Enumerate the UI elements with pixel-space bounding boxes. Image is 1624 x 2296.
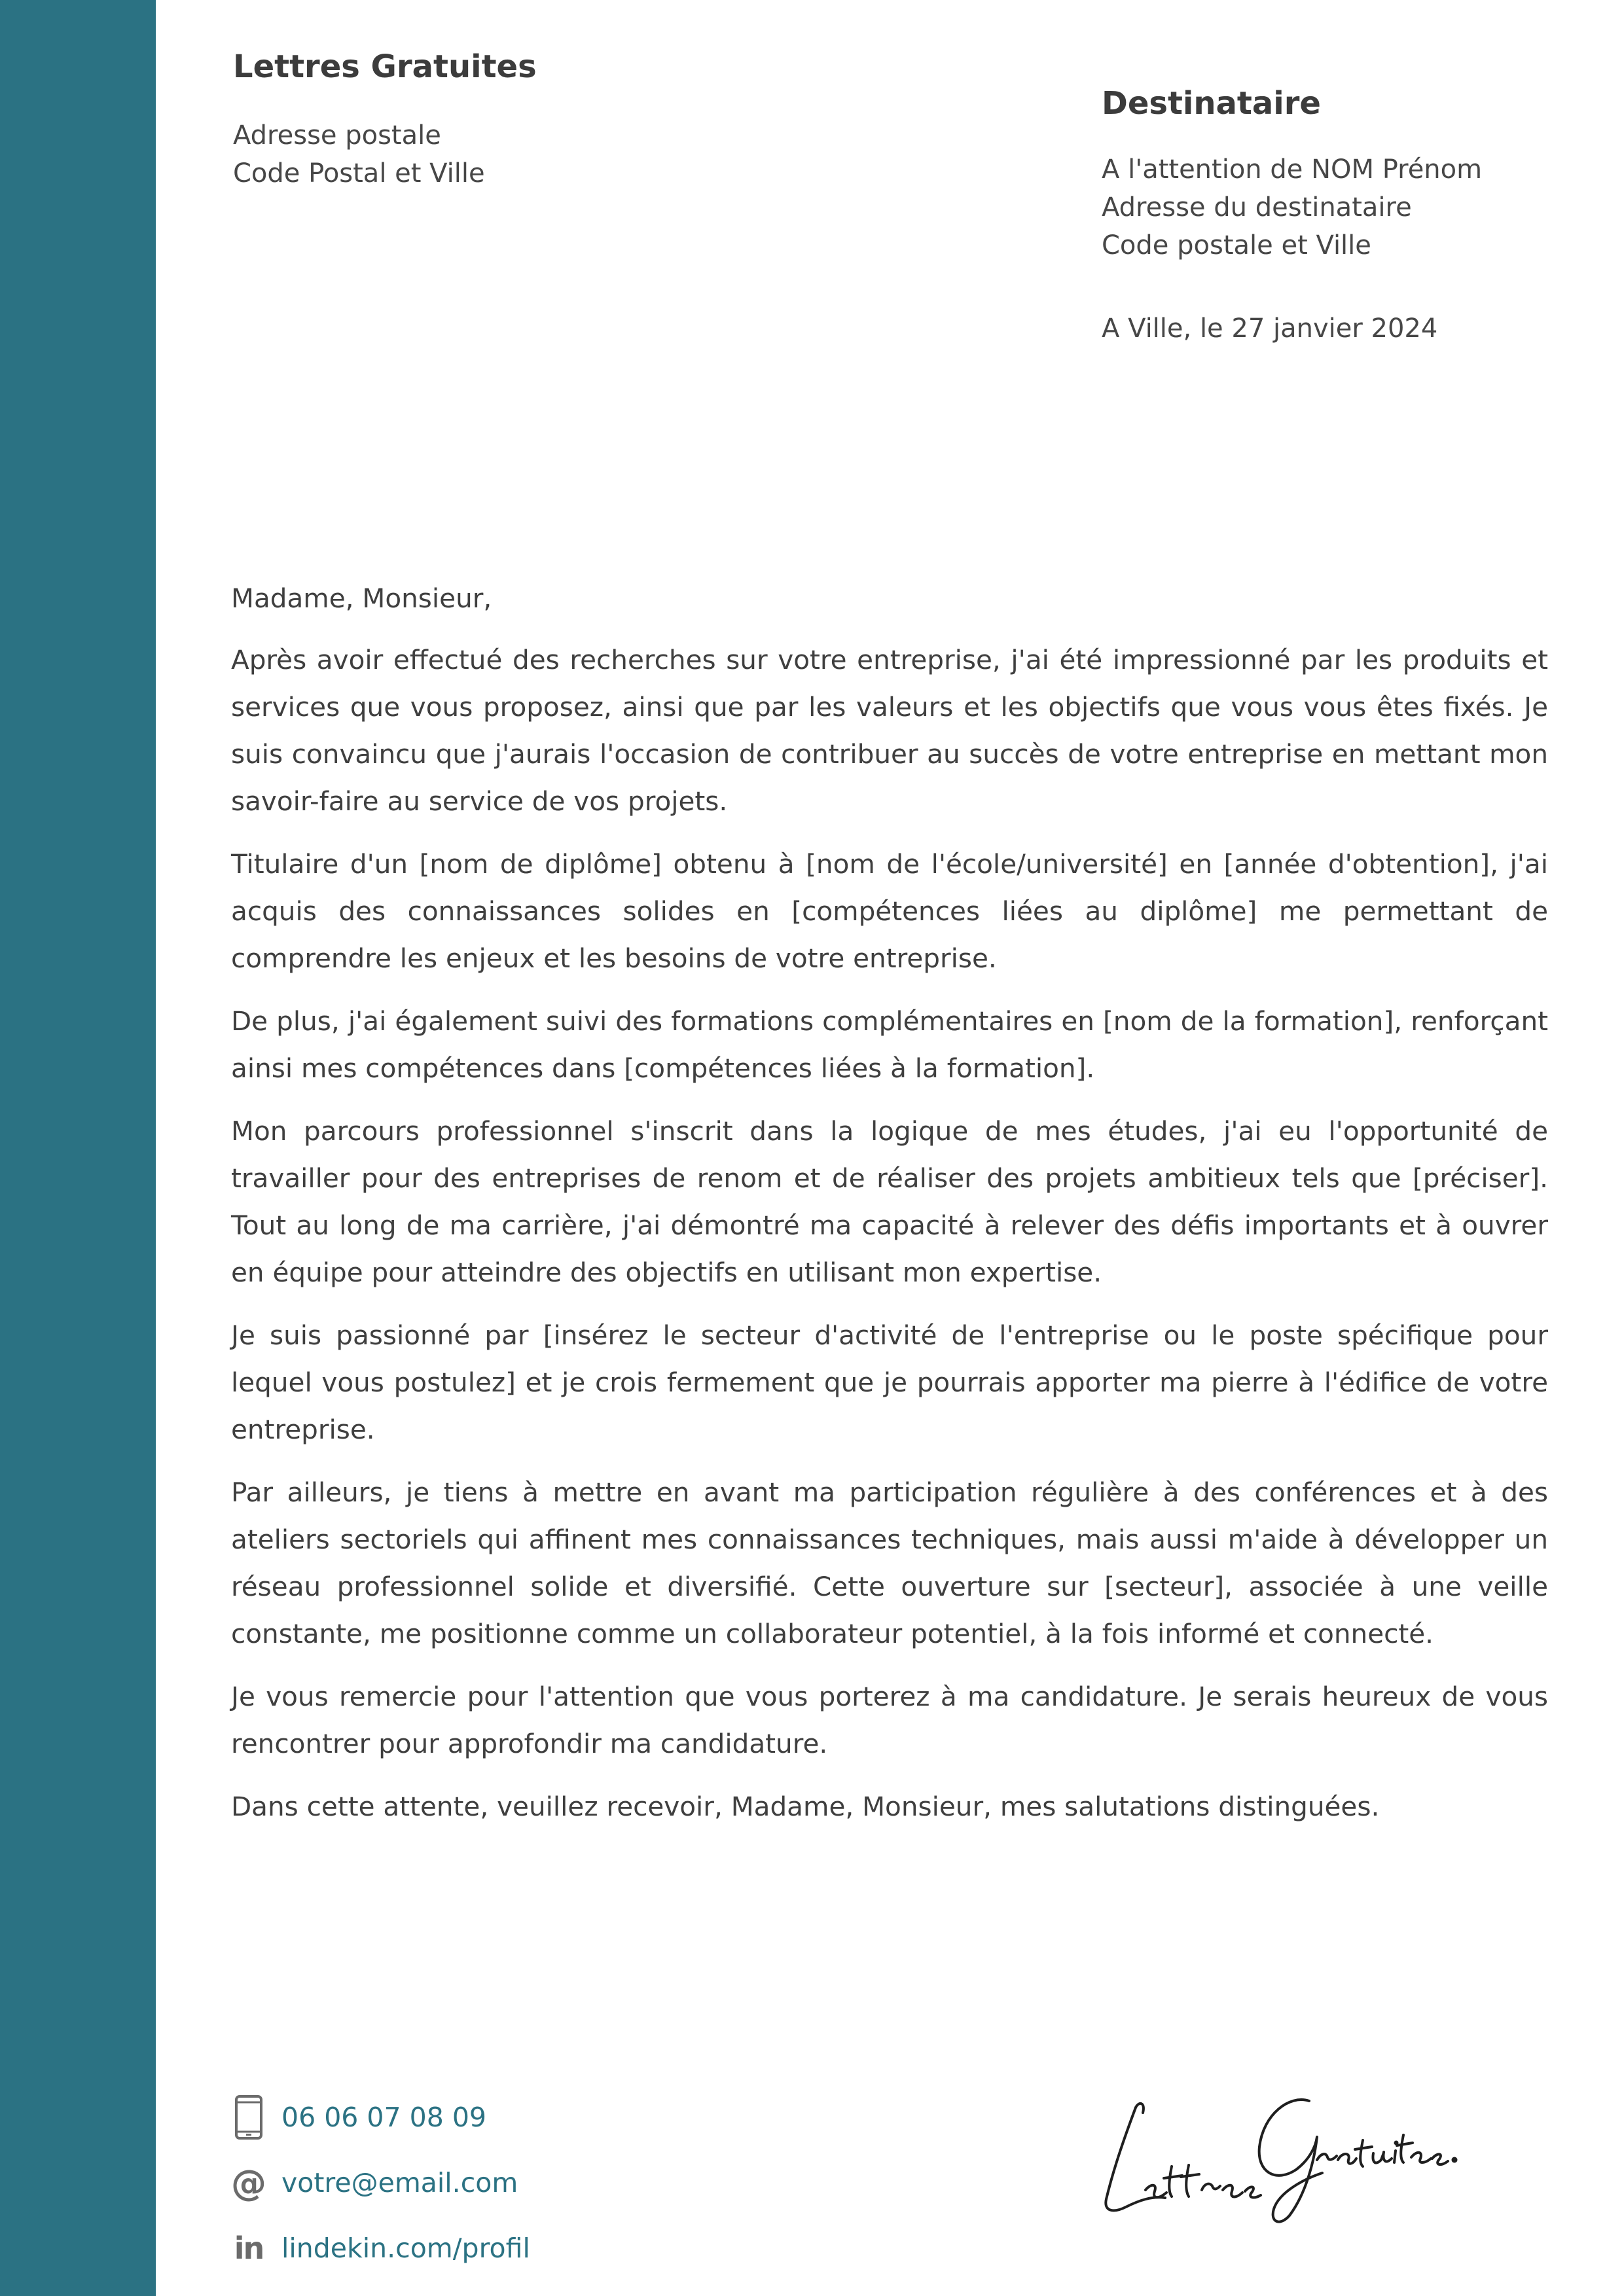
contact-block [229, 2085, 530, 2281]
recipient-block [1102, 84, 1482, 264]
sender-block [233, 47, 537, 192]
paragraph: Je vous remercie pour l'attention que vous porterez à ma candidature. Je serais heureux de vous rencontrer pour approfondir ma candidature. [231, 1681, 1548, 1759]
sender-city: Code Postal et Ville [233, 158, 485, 188]
phone-number[interactable]: 06 06 07 08 09 [281, 2102, 486, 2133]
contact-phone-row [229, 2085, 530, 2150]
paragraph: Je suis passionné par [insérez le secteur d'activité de l'entreprise ou le poste spécifique pour lequel vous postulez] et je crois fermement que je pourrais apporter ma pierre à l'édifice de votre entreprise. [231, 1319, 1548, 1445]
sidebar-band [0, 0, 156, 2296]
linkedin-link[interactable]: lindekin.com/profil [281, 2233, 530, 2264]
paragraph: Titulaire d'un [nom de diplôme] obtenu à [nom de l'école/université] en [année d'obtention], j'ai acquis des connaissances solides en [compétences liées au diplôme] me permettant de comprendre les enjeux et les besoins de votre entreprise. [231, 848, 1548, 974]
letter-body [231, 575, 1548, 1846]
paragraph: Après avoir effectué des recherches sur votre entreprise, j'ai été impressionné par les produits et services que vous proposez, ainsi que par les valeurs et les objectifs que vous vous êtes fixés. Je suis convaincu que j'aurais l'occasion de contribuer au succès de votre entreprise en mettant mon savoir-faire au service de vos projets. [231, 644, 1548, 817]
email-link[interactable]: votre@email.com [281, 2167, 518, 2198]
signature [1074, 2062, 1460, 2232]
paragraph: Mon parcours professionnel s'inscrit dans la logique de mes études, j'ai eu l'opportunité de travailler pour des entreprises de renom et de réaliser des projets ambitieux tels que [préciser]. Tout au long de ma carrière, j'ai démontré ma capacité à relever des défis importants et à ouvrer en équipe pour atteindre des objectifs en utilisant mon expertise. [231, 1115, 1548, 1288]
salutation: Madame, Monsieur, [231, 583, 492, 614]
contact-email-row [229, 2150, 530, 2215]
at-icon: @ [231, 2162, 266, 2204]
contact-linkedin-row [229, 2215, 530, 2281]
letter-date: A Ville, le 27 janvier 2024 [1102, 314, 1438, 344]
signature-graphic [1074, 2062, 1460, 2232]
paragraph: Par ailleurs, je tiens à mettre en avant ma participation régulière à des conférences et à des ateliers sectoriels qui affinent mes connaissances techniques, mais aussi m'aide à développer un réseau professionnel solide et diversifié. Cette ouverture sur [secteur], associée à une veille constante, me positionne comme un collaborateur potentiel, à la fois informé et connecté. [231, 1477, 1548, 1649]
recipient-address: Adresse du destinataire [1102, 192, 1412, 223]
sender-name: Lettres Gratuites [233, 48, 537, 85]
recipient-title: Destinataire [1102, 85, 1321, 122]
recipient-attention: A l'attention de NOM Prénom [1102, 154, 1483, 185]
sender-address: Adresse postale [233, 120, 441, 151]
paragraph: De plus, j'ai également suivi des formations complémentaires en [nom de la formation], renforçant ainsi mes compétences dans [compétences liées à la formation]. [231, 1005, 1548, 1084]
phone-icon [229, 2094, 268, 2140]
linkedin-icon: in [234, 2231, 264, 2266]
paragraph: Dans cette attente, veuillez recevoir, Madame, Monsieur, mes salutations distinguées. [231, 1791, 1380, 1822]
recipient-city: Code postale et Ville [1102, 230, 1371, 260]
